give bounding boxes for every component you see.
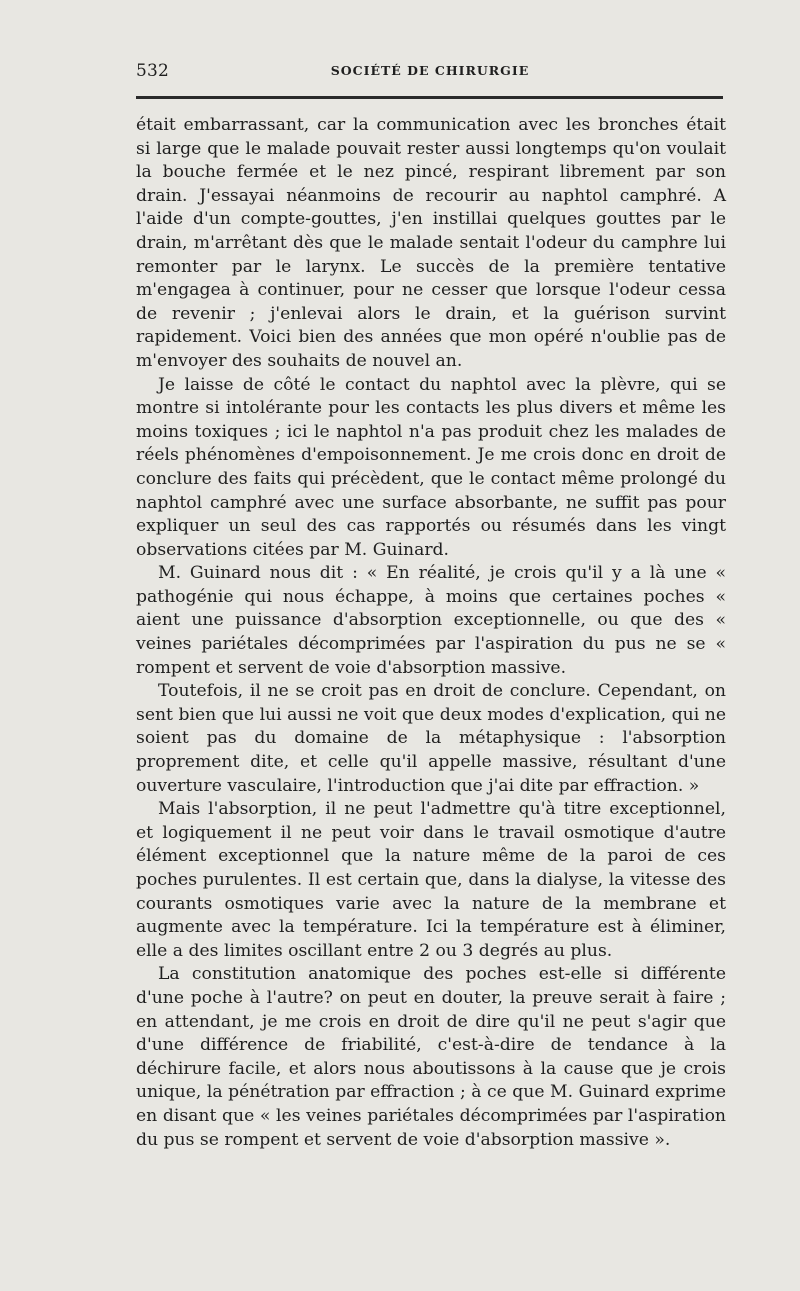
running-head: SOCIÉTÉ DE CHIRURGIE — [330, 63, 530, 78]
paragraph: La constitution anatomique des poches est-elle si différente d'une poche à l'autre? on peut en douter, la preuve serait à faire ; en attendant, je me crois en droit de dire qu'il ne peut s'agir que d'une différence de friabilité, c'est-à-dire de tendance à la déchirure facile, et alors nous aboutissons à la cause que je crois unique, la pénétration par effraction ; à ce que M. Guinard exprime en disant que « les veines pariétales décomprimées par l'aspiration du pus se rompent et servent de voie d'absorption massive ». — [136, 964, 726, 1150]
header-rule — [136, 96, 723, 99]
page-header — [136, 61, 724, 87]
paragraph: M. Guinard nous dit : « En réalité, je crois qu'il y a là une « pathogénie qui nous échappe, à moins que certaines poches « aient une puissance d'absorption exceptionnelle, ou que des « veines pariétales décomprimées par l'aspiration du pus ne se « rompent et servent de voie d'absorption massive. — [136, 563, 726, 678]
page-number: 532 — [136, 61, 170, 81]
body-text — [136, 114, 726, 1152]
paragraph: était embarrassant, car la communication avec les bronches était si large que le malade pouvait rester aussi longtemps qu'on voulait la bouche fermée et le nez pincé, respirant librement par son drain. J'essayai néanmoins de recourir au naphtol camphré. A l'aide d'un compte-gouttes, j'en instillai quelques gouttes par le drain, m'arrêtant dès que le malade sentait l'odeur du camphre lui remonter par le larynx. Le succès de la première tentative m'engagea à continuer, pour ne cesser que lorsque l'odeur cessa de revenir ; j'enlevai alors le drain, et la guérison survint rapidement. Voici bien des années que mon opéré n'oublie pas de m'envoyer des souhaits de nouvel an. — [136, 115, 726, 371]
paragraph: Je laisse de côté le contact du naphtol avec la plèvre, qui se montre si intolérante pour les contacts les plus divers et même les moins toxiques ; ici le naphtol n'a pas produit chez les malades de réels phénomènes d'empoisonnement. Je me crois donc en droit de conclure des faits qui précèdent, que le contact même prolongé du naphtol camphré avec une surface absorbante, ne suffit pas pour expliquer un seul des cas rapportés ou résumés dans les vingt observations citées par M. Guinard. — [136, 374, 726, 560]
paragraph: Toutefois, il ne se croit pas en droit de conclure. Cependant, on sent bien que lui aussi ne voit que deux modes d'explication, qui ne soient pas du domaine de la métaphysique : l'absorption proprement dite, et celle qu'il appelle massive, résultant d'une ouverture vasculaire, l'introduction que j'ai dite par effraction. » — [136, 681, 726, 796]
paragraph: Mais l'absorption, il ne peut l'admettre qu'à titre exceptionnel, et logiquement il ne peut voir dans le travail osmotique d'autre élément exceptionnel que la nature même de la paroi de ces poches purulentes. Il est certain que, dans la dialyse, la vitesse des courants osmotiques varie avec la nature de la membrane et augmente avec la température. Ici la température est à éliminer, elle a des limites oscillant entre 2 ou 3 degrés au plus. — [136, 799, 726, 961]
